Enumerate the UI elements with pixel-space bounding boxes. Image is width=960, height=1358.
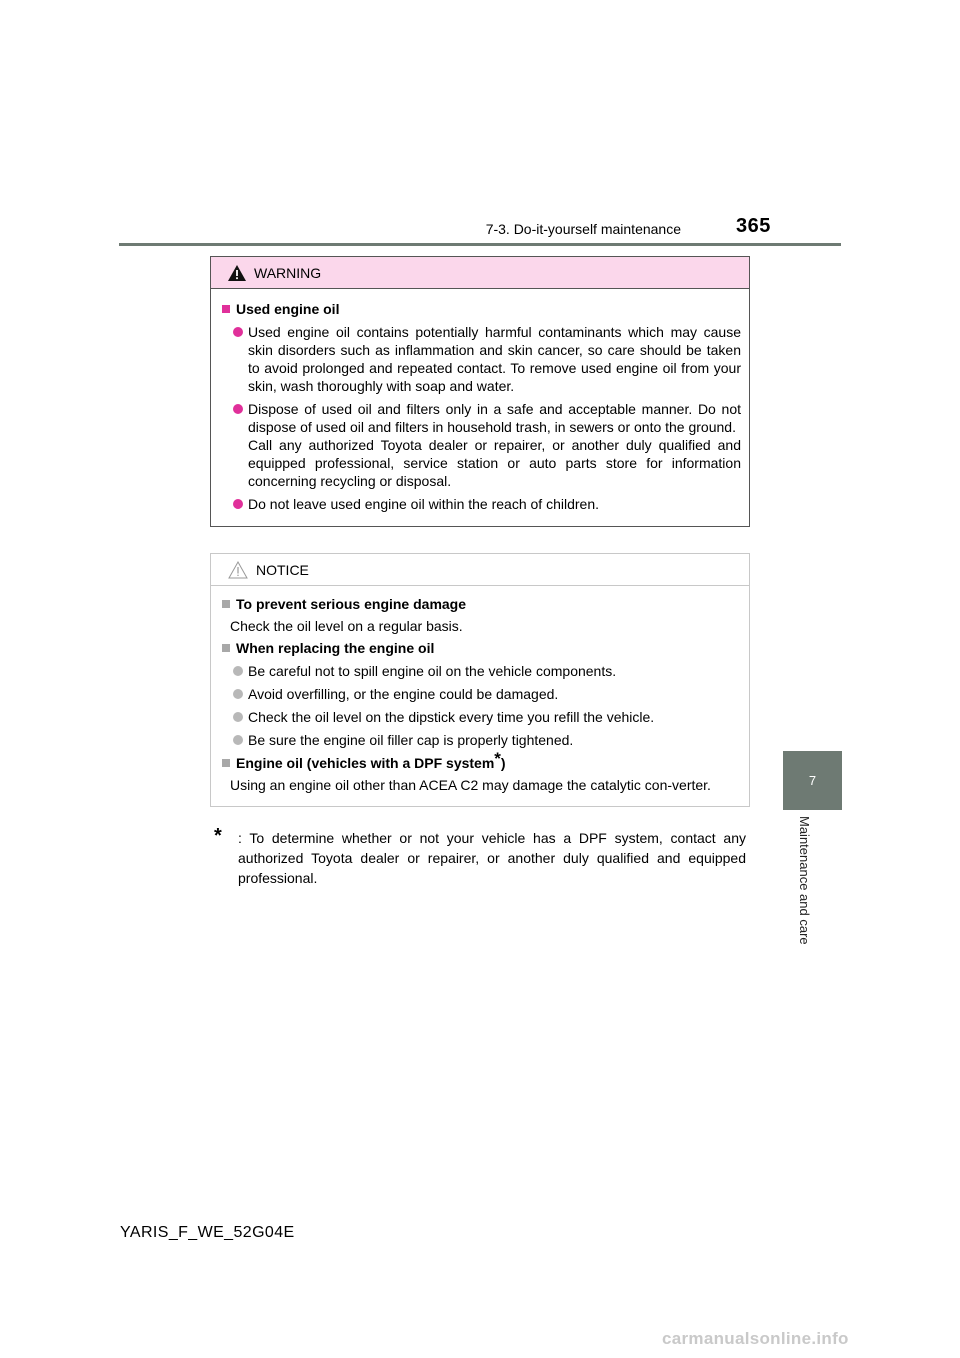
- round-bullet-icon: [233, 689, 243, 699]
- list-item: Used engine oil contains potentially harmful contaminants which may cause skin disorders such as inflammation and skin cancer, so care should be taken to avoid prolonged and repeated contact. To remove used engine oil from your skin, wash thoroughly with soap and water.: [221, 323, 741, 395]
- list-item: Avoid overfilling, or the engine could be damaged.: [221, 685, 741, 703]
- square-bullet-icon: [222, 305, 230, 313]
- notice-header: [211, 554, 749, 586]
- notice-section-title: Engine oil (vehicles with a DPF system*): [221, 754, 741, 772]
- notice-title: NOTICE: [256, 561, 309, 578]
- notice-text: Check the oil level on a regular basis.: [230, 618, 463, 634]
- round-bullet-icon: [233, 666, 243, 676]
- chapter-tab[interactable]: [783, 751, 842, 810]
- page-number: 365: [736, 215, 771, 237]
- list-item: Do not leave used engine oil within the reach of children.: [221, 495, 741, 513]
- warning-box: [210, 256, 750, 527]
- round-bullet-icon: [233, 327, 243, 337]
- round-bullet-icon: [233, 735, 243, 745]
- document-code: YARIS_F_WE_52G04E: [120, 1224, 295, 1241]
- warning-header: [211, 257, 749, 289]
- header-rule: [119, 243, 841, 246]
- section-header: 7-3. Do-it-yourself maintenance: [485, 221, 681, 237]
- round-bullet-icon: [233, 499, 243, 509]
- round-bullet-icon: [233, 712, 243, 722]
- round-bullet-icon: [233, 404, 243, 414]
- chapter-number: 7: [808, 773, 817, 788]
- list-item: Check the oil level on the dipstick every time you refill the vehicle.: [221, 708, 741, 726]
- notice-box: [210, 553, 750, 807]
- warning-triangle-icon: [228, 265, 246, 281]
- square-bullet-icon: [222, 759, 230, 767]
- square-bullet-icon: [222, 600, 230, 608]
- list-item: Be sure the engine oil filler cap is properly tightened.: [221, 731, 741, 749]
- warning-section-title: Used engine oil: [221, 300, 741, 318]
- watermark: carmanualsonline.info: [662, 1329, 849, 1348]
- notice-section-title: To prevent serious engine damage: [221, 595, 741, 613]
- chapter-label: Maintenance and care: [797, 816, 812, 945]
- notice-text: Using an engine oil other than ACEA C2 may damage the catalytic con-verter.: [230, 777, 711, 793]
- warning-title: WARNING: [254, 264, 322, 281]
- footnote: * : To determine whether or not your vehicle has a DPF system, contact any authorized Toyota dealer or repairer, or another duly qualified and equipped professional.: [214, 825, 746, 886]
- notice-triangle-icon: [228, 561, 248, 579]
- notice-section-title: When replacing the engine oil: [221, 639, 741, 657]
- list-item: Be careful not to spill engine oil on the vehicle components.: [221, 662, 741, 680]
- list-item: Dispose of used oil and filters only in a safe and acceptable manner. Do not dispose of used oil and filters in household trash, in sewers or onto the ground. Call any authorized Toyota dealer or repairer, or another duly qualified and equipped professional, service station or auto parts store for information concerning recycling or disposal.: [221, 400, 741, 490]
- square-bullet-icon: [222, 644, 230, 652]
